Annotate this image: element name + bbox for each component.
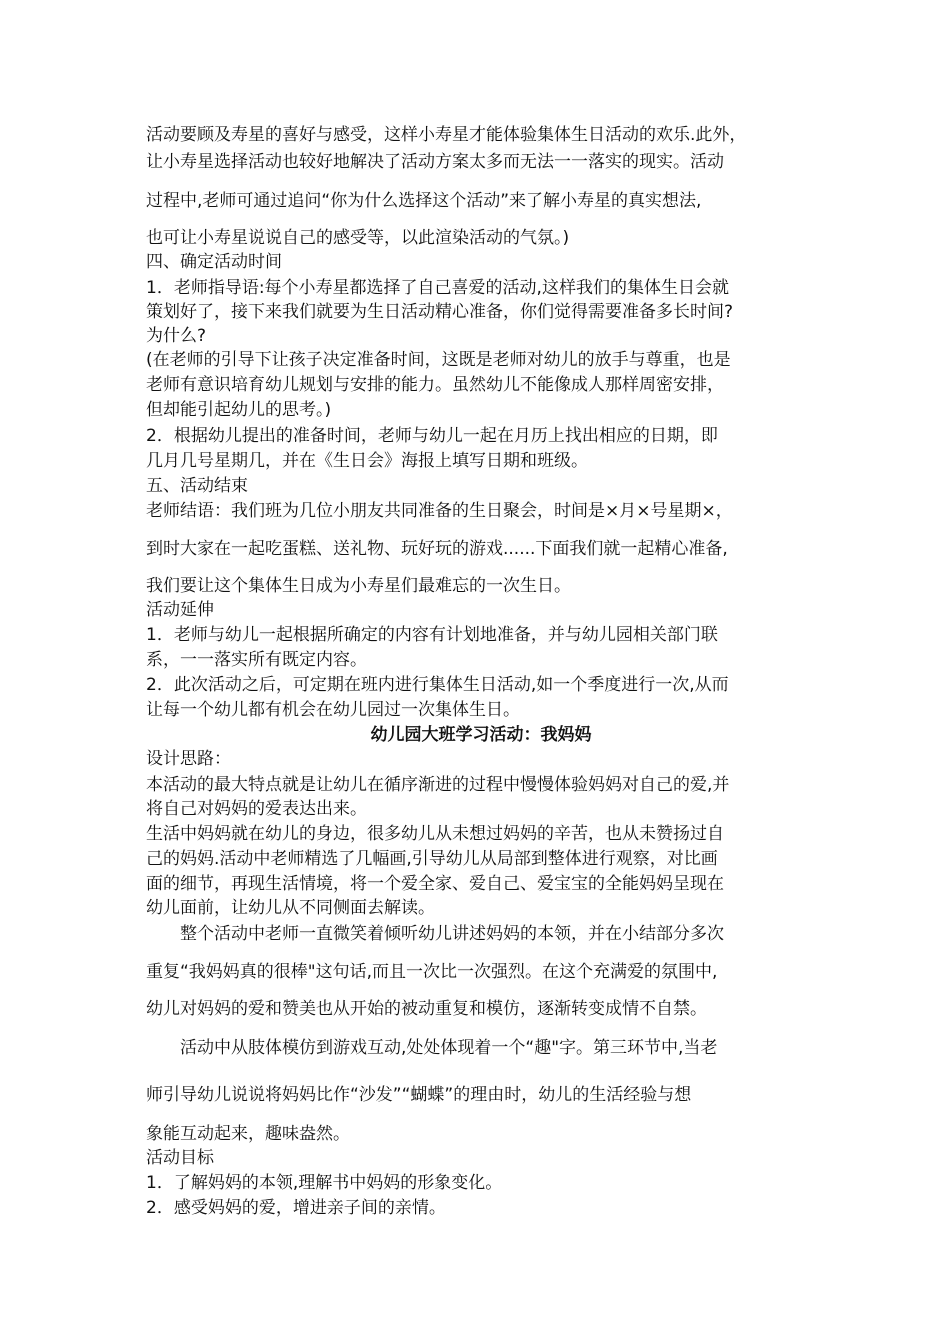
text-line: 1．了解妈妈的本领,理解书中妈妈的形象变化。 [146, 1173, 503, 1193]
text-line: 幼儿面前，让幼儿从不同侧面去解读。 [146, 898, 435, 918]
text-line: 己的妈妈.活动中老师精选了几幅画,引导幼儿从局部到整体进行观察，对比画 [146, 849, 718, 869]
text-line: 1．老师指导语:每个小寿星都选择了自己喜爱的活动,这样我们的集体生日会就 [146, 278, 729, 298]
text-line: 几月几号星期几，并在《生日会》海报上填写日期和班级。 [146, 451, 588, 471]
text-line: 让小寿星选择活动也较好地解决了活动方案太多而无法一一落实的现实。活动 [146, 152, 724, 172]
section-heading: 四、确定活动时间 [146, 252, 282, 272]
article-title: 幼儿园大班学习活动：我妈妈 [370, 725, 592, 745]
text-line: 到时大家在一起吃蛋糕、送礼物、玩好玩的游戏......下面我们就一起精心准备, [146, 539, 728, 559]
text-line: 象能互动起来，趣味盎然。 [146, 1124, 350, 1144]
section-heading: 五、活动结束 [146, 476, 248, 496]
text-line: 老师结语：我们班为几位小朋友共同准备的生日聚会，时间是×月×号星期×， [146, 501, 733, 521]
text-line: 系，一一落实所有既定内容。 [146, 650, 367, 670]
text-line: 活动要顾及寿星的喜好与感受，这样小寿星才能体验集体生日活动的欢乐.此外， [146, 125, 747, 145]
text-line: 让每一个幼儿都有机会在幼儿园过一次集体生日。 [146, 700, 520, 720]
text-line: 2．感受妈妈的爱，增进亲子间的亲情。 [146, 1198, 446, 1218]
text-line: 师引导幼儿说说将妈妈比作“沙发”“蝴蝶”的理由时，幼儿的生活经验与想 [146, 1085, 692, 1105]
text-line: (在老师的引导下让孩子决定准备时间，这既是老师对幼儿的放手与尊重，也是 [146, 350, 731, 370]
text-line: 幼儿对妈妈的爱和赞美也从开始的被动重复和模仿，逐渐转变成情不自禁。 [146, 999, 707, 1019]
text-line: 2．此次活动之后，可定期在班内进行集体生日活动,如一个季度进行一次,从而 [146, 675, 729, 695]
text-line: 我们要让这个集体生日成为小寿星们最难忘的一次生日。 [146, 576, 571, 596]
text-line: 重复“我妈妈真的很棒"这句话,而且一次比一次强烈。在这个充满爱的氛围中, [146, 962, 718, 982]
section-heading: 活动延伸 [146, 600, 214, 620]
section-heading: 设计思路： [146, 749, 231, 769]
text-line: 活动中从肢体模仿到游戏互动,处处体现着一个“趣"字。第三环节中,当老 [180, 1038, 718, 1058]
text-line: 2．根据幼儿提出的准备时间，老师与幼儿一起在月历上找出相应的日期，即 [146, 426, 718, 446]
text-line: 生活中妈妈就在幼儿的身边，很多幼儿从未想过妈妈的辛苦，也从未赞扬过自 [146, 824, 724, 844]
text-line: 1．老师与幼儿一起根据所确定的内容有计划地准备，并与幼儿园相关部门联 [146, 625, 718, 645]
text-line: 整个活动中老师一直微笑着倾听幼儿讲述妈妈的本领，并在小结部分多次 [180, 924, 724, 944]
text-line: 老师有意识培育幼儿规划与安排的能力。虽然幼儿不能像成人那样周密安排， [146, 375, 724, 395]
text-line: 为什么? [146, 326, 207, 346]
text-line: 策划好了，接下来我们就要为生日活动精心准备，你们觉得需要准备多长时间? [146, 302, 734, 322]
text-line: 将自己对妈妈的爱表达出来。 [146, 799, 367, 819]
section-heading: 活动目标 [146, 1148, 214, 1168]
text-line: 也可让小寿星说说自己的感受等，以此渲染活动的气氛。) [146, 228, 570, 248]
text-line: 但却能引起幼儿的思考。) [146, 400, 332, 420]
text-line: 本活动的最大特点就是让幼儿在循序渐进的过程中慢慢体验妈妈对自己的爱,并 [146, 775, 730, 795]
text-line: 面的细节，再现生活情境，将一个爱全家、爱自己、爱宝宝的全能妈妈呈现在 [146, 874, 724, 894]
text-line: 过程中,老师可通过追问“你为什么选择这个活动”来了解小寿星的真实想法, [146, 191, 702, 211]
